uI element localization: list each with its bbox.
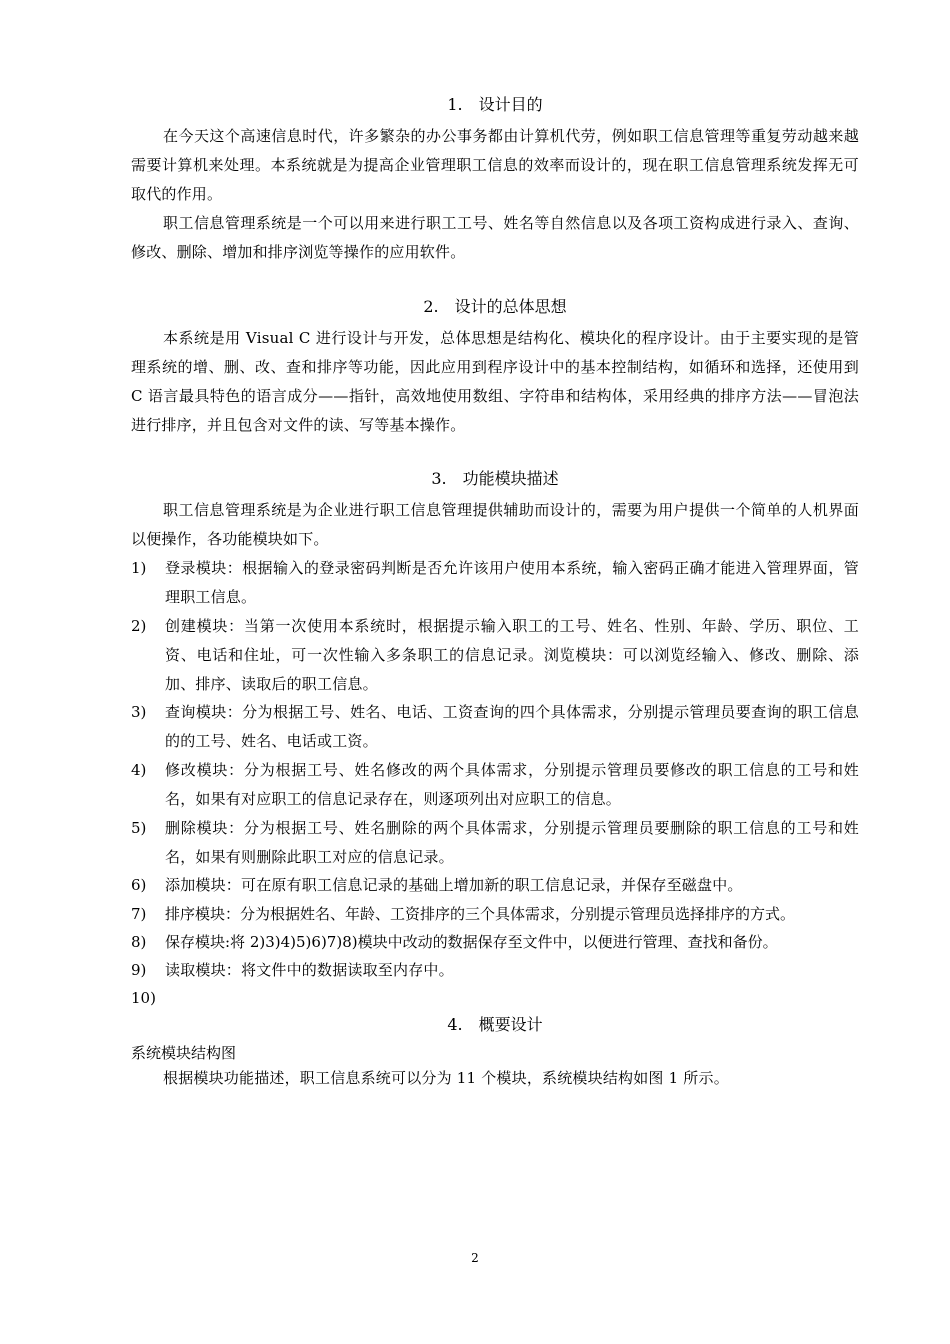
list-text: 排序模块：分为根据姓名、年龄、工资排序的三个具体需求，分别提示管理员选择排序的方式。: [165, 905, 796, 923]
list-text: 删除模块：分为根据工号、姓名删除的两个具体需求，分别提示管理员要删除的职工信息的工号和姓名，如果有则删除此职工对应的信息记录。: [165, 819, 859, 866]
section-number: 1.: [447, 95, 463, 114]
section-title: 功能模块描述: [462, 469, 559, 488]
list-text: 读取模块：将文件中的数据读取至内存中。: [165, 961, 454, 979]
paragraph: 职工信息管理系统是一个可以用来进行职工工号、姓名等自然信息以及各项工资构成进行录入、查询、修改、删除、增加和排序浏览等操作的应用软件。: [131, 214, 859, 261]
list-item: [131, 928, 859, 957]
list-item: [131, 871, 859, 900]
list-text: 保存模块:将 2)3)4)5)6)7)8)模块中改动的数据保存至文件中，以便进行管理、查找和备份。: [165, 933, 778, 951]
list-number: 4): [131, 761, 147, 779]
list-item: [131, 956, 859, 985]
section-title: 概要设计: [478, 1015, 543, 1034]
section-1-heading: [130, 93, 860, 117]
subsection-title: 系统模块结构图: [131, 1044, 237, 1062]
list-text: 创建模块：当第一次使用本系统时，根据提示输入职工的工号、姓名、性别、年龄、学历、职位、工资、电话和住址，可一次性输入多条职工的信息记录。浏览模块：可以浏览经输入、修改、删除、添加、排序、读取后的职工信息。: [165, 617, 859, 693]
list-number: 9): [131, 961, 147, 979]
list-item: [131, 698, 859, 756]
list-text: 添加模块：可在原有职工信息记录的基础上增加新的职工信息记录，并保存至磁盘中。: [165, 876, 743, 894]
list-number: 8): [131, 933, 147, 951]
section-3-heading: [130, 467, 860, 491]
section-number: 3.: [431, 469, 447, 488]
list-number: 1): [131, 559, 147, 577]
section-title: 设计目的: [478, 95, 543, 114]
section-number: 4.: [447, 1015, 463, 1034]
paragraph: 根据模块功能描述，职工信息系统可以分为 11 个模块，系统模块结构如图 1 所示。: [163, 1069, 729, 1087]
section-2-heading: [130, 295, 860, 319]
paragraph: 职工信息管理系统是为企业进行职工信息管理提供辅助而设计的，需要为用户提供一个简单的人机界面以便操作，各功能模块如下。: [131, 501, 859, 548]
paragraph: 本系统是用 Visual C 进行设计与开发，总体思想是结构化、模块化的程序设计。由于主要实现的是管理系统的增、删、改、查和排序等功能，因此应用到程序设计中的基本控制结构，如循环和选择，还使用到 C 语言最具特色的语言成分——指针，高效地使用数组、字符串和结构体，采用经典的排序方法——冒泡法进行排序，并且包含对文件的读、写等基本操作。: [131, 329, 859, 434]
list-number: 3): [131, 703, 147, 721]
list-text: 查询模块：分为根据工号、姓名、电话、工资查询的四个具体需求，分别提示管理员要查询的职工信息的的工号、姓名、电话或工资。: [165, 703, 859, 750]
list-item: [131, 612, 859, 699]
list-item: [131, 554, 859, 612]
page-number: 2: [471, 1251, 479, 1265]
paragraph: 在今天这个高速信息时代，许多繁杂的办公事务都由计算机代劳，例如职工信息管理等重复劳动越来越需要计算机来处理。本系统就是为提高企业管理职工信息的效率而设计的，现在职工信息管理系统发挥无可取代的作用。: [131, 127, 859, 203]
section-number: 2.: [423, 297, 439, 316]
list-item: [131, 756, 859, 814]
list-text: 登录模块：根据输入的登录密码判断是否允许该用户使用本系统，输入密码正确才能进入管理界面，管理职工信息。: [165, 559, 859, 606]
list-text: 修改模块：分为根据工号、姓名修改的两个具体需求，分别提示管理员要修改的职工信息的工号和姓名，如果有对应职工的信息记录存在，则逐项列出对应职工的信息。: [165, 761, 859, 808]
list-item: [131, 814, 859, 872]
section-title: 设计的总体思想: [454, 297, 567, 316]
list-number: 6): [131, 876, 147, 894]
list-item: [131, 900, 859, 929]
list-number: 7): [131, 905, 147, 923]
list-number: 10): [131, 989, 156, 1007]
list-number: 2): [131, 617, 147, 635]
section-4-heading: [130, 1013, 860, 1037]
list-number: 5): [131, 819, 147, 837]
